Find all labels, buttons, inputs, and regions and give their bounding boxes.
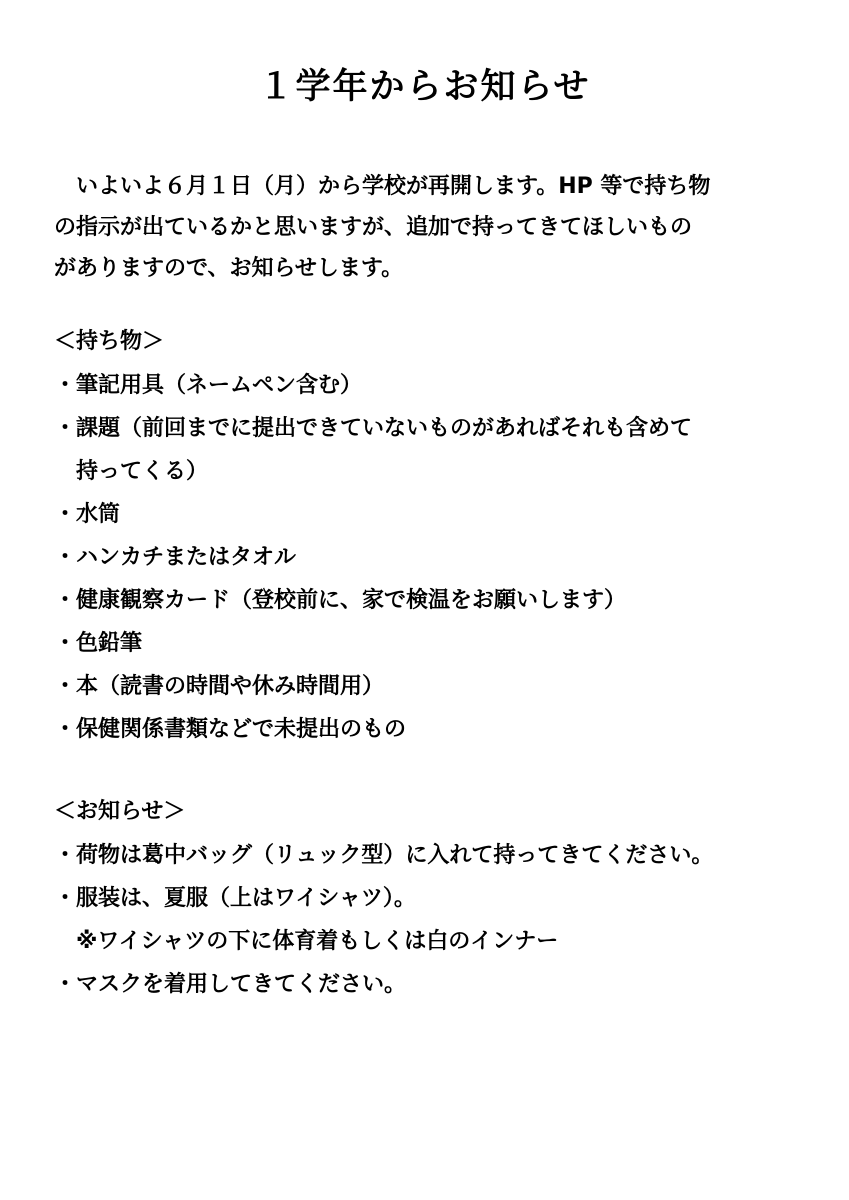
intro-line: がありますので、お知らせします。 [54,256,404,281]
intro-paragraph [54,166,814,289]
list-item: ・課題（前回までに提出できていないものがあればそれも含めて [54,416,693,441]
list-item: ・服装は、夏服（上はワイシャツ）。 [54,886,416,911]
intro-line: いよいよ６月１日（月）から学校が再開します。HP 等で持ち物 [54,174,711,199]
list-item: ・筆記用具（ネームペン含む） [54,373,363,398]
list-item: ・水筒 [54,502,121,527]
list-item: ・ハンカチまたはタオル [54,545,297,570]
list-item: 持ってくる） [54,459,209,484]
items-section-heading: ＜持ち物＞ [54,329,165,354]
items-list [54,364,692,751]
list-item: ・本（読書の時間や休み時間用） [54,674,385,699]
list-item: ・荷物は葛中バッグ（リュック型）に入れて持ってきてください。 [54,843,714,868]
intro-line: の指示が出ているかと思いますが、追加で持ってきてほしいもの [54,215,693,240]
list-item: ・健康観察カード（登校前に、家で検温をお願いします） [54,588,627,613]
list-item: ・色鉛筆 [54,631,143,656]
list-item: ・マスクを着用してきてください。 [54,972,407,997]
list-item: ※ワイシャツの下に体育着もしくは白のインナー [54,929,559,954]
notices-section-heading: ＜お知らせ＞ [54,799,186,824]
list-item: ・保健関係書類などで未提出のもの [54,717,407,742]
document-title: １学年からお知らせ [258,67,591,107]
notices-list [54,834,713,1006]
